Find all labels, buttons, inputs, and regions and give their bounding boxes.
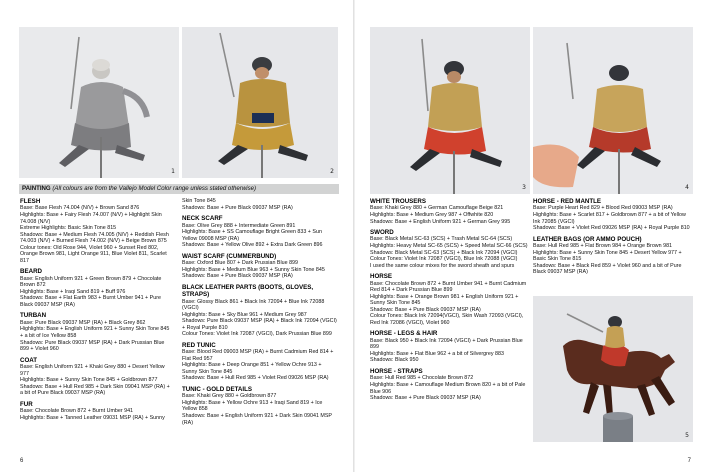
recipe-line: Highlights: Base + Sunny Skin Tone 845 + Goldbrown 877 (20, 377, 158, 384)
right-page (355, 0, 709, 472)
photo-number: 2 (330, 168, 334, 175)
section-title: HORSE - LEGS & HAIR (370, 330, 438, 338)
photo-painted-figure-side (370, 27, 530, 194)
recipe-line: Shadows: Base + Pure Black 09037 MSP (RA) (182, 204, 293, 211)
recipe-line: Shadows: Pure Black 09037 MSP (RA) + Black Ink 72094 (VGCI) + Royal Purple 810 (182, 318, 337, 331)
recipe-section (182, 253, 338, 280)
recipe-line: Base: Black 950 + Black Ink 72094 (VGCI) + Dark Prussian Blue 899 (370, 337, 523, 351)
section-title: RED TUNIC (182, 341, 216, 349)
recipe-line: Shadows: Base + Violet Red 09026 MSP (RA) + Royal Purple 810 (533, 225, 690, 232)
recipe-line: Highlights: Base + SS Camouflage Bright Green 833 + Sun Yellow 09008 MSP (RA) (182, 229, 322, 242)
section-title: HORSE - STRAPS (370, 368, 423, 376)
recipe-line: Colour tones: Old Rose 944, Violet 960 + Sunset Red 802, Orange Brown 981, Light Orange 911, Blue Violet 811, Scarlet 817 (20, 244, 167, 264)
recipe-line: Base: English Uniform 921 + Green Brown 879 + Chocolate Brown 872 (20, 275, 162, 289)
recipe-line: Highlights: Base + Medium Blue 963 + Sunny Skin Tone 845 (182, 266, 325, 273)
section-title: NECK SCARF (182, 215, 223, 223)
recipe-line: Shadows: Base + Yellow Olive 892 + Extra Dark Green 896 (182, 242, 323, 249)
recipe-line: Base: English Uniform 921 + Khaki Grey 880 + Desert Yellow 977 (20, 364, 165, 377)
recipe-line: Shadows: Base + Pure Black 09037 MSP (RA) (370, 395, 481, 402)
recipe-line: Shadows: Base + Medium Flesh 74.005 (N/V) + Reddish Flesh 74.003 (N/V) + Burned Flesh 74.002 (N/V) + Beige Brown 875 (20, 231, 169, 245)
recipe-line: I used the same colour mixes for the sword sheath and spurs (370, 262, 515, 269)
recipe-section (20, 401, 172, 422)
section-title: FLESH (20, 198, 41, 205)
recipe-line: Base: Khaki Grey 880 + Goldbrown 877 (182, 393, 277, 400)
recipe-section-continued (182, 198, 338, 211)
recipe-section (182, 284, 338, 338)
figure-painted-illustration (182, 27, 338, 178)
banner-heading: PAINTING (22, 185, 51, 192)
recipe-section (20, 268, 172, 308)
recipe-line: Base: Base Flesh 74.004 (N/V) + Brown Sand 876 (20, 205, 140, 212)
recipe-section (20, 357, 172, 397)
section-title: BEARD (20, 268, 43, 276)
recipe-line: Shadows: Base + Pure Black 09037 MSP (RA) (182, 273, 293, 280)
recipe-section (20, 312, 172, 352)
left-column-1 (20, 198, 172, 425)
recipe-section (182, 386, 338, 426)
recipe-line: Highlights: Base + Yellow Ochre 913 + Iraqi Sand 819 + Ice Yellow 858 (182, 399, 323, 413)
recipe-line: Shadows: Base + Pure Black 09037 MSP (RA) (370, 306, 481, 313)
photo-grey-primer-figure (19, 27, 179, 178)
photo-number: 4 (685, 184, 689, 191)
left-column-2 (182, 198, 338, 430)
recipe-line: Shadows: Base + Hull Red 985 + Dark Skin 09041 MSP (RA) + a bit of Pure Black 09037 MSP (RA) (20, 383, 170, 397)
photo-painted-figure-front (182, 27, 338, 178)
recipe-line: Extreme Highlights: Basic Skin Tone 815 (20, 225, 117, 232)
figure-grey-illustration (19, 27, 179, 178)
recipe-line: Colour Tones: Violet Ink 72087 (VGCI), Dark Prussian Blue 899 (182, 331, 332, 338)
recipe-section (20, 198, 172, 264)
recipe-line: Base: Chocolate Brown 872 + Burnt Umber 941 + Burnt Cadmium Red 814 + Dark Prussian Blue 899 (370, 280, 527, 294)
recipe-section (182, 215, 338, 249)
recipe-section (533, 198, 693, 232)
section-title: FUR (20, 400, 33, 408)
recipe-line: Base: Blood Red 09003 MSP (RA) + Burnt Cadmium Red 814 + Flat Red 957 (182, 349, 334, 362)
section-title: SWORD (370, 229, 394, 237)
recipe-line: Base: Oxford Blue 807 + Dark Prussian Blue 899 (182, 260, 298, 267)
recipe-line: Base: Hull Red 985 + Flat Brown 984 + Orange Brown 981 (533, 243, 673, 249)
recipe-line: Highlights: Base + Tanned Leather 09031 MSP (RA) + Sunny (20, 414, 165, 421)
recipe-line: Base: Black Metal SC-63 (SCS) + Trash Metal SC-64 (SCS) (370, 236, 513, 243)
recipe-line: Base: Olive Grey 888 + Intermediate Green 891 (182, 222, 296, 229)
figure-side-illustration (370, 27, 530, 194)
recipe-line: Shadows: Base + English Uniform 921 + German Grey 995 (370, 218, 511, 225)
section-title: TUNIC - GOLD DETAILS (182, 385, 253, 393)
recipe-line: Shadows: Black 950 (370, 357, 419, 364)
section-title: HORSE (370, 273, 393, 281)
recipe-section (533, 236, 693, 276)
recipe-section (182, 342, 338, 382)
page-number-right: 7 (687, 458, 691, 464)
recipe-section (370, 368, 530, 402)
section-title: LEATHER BAGS (OR AMMO POUCH) (533, 235, 642, 243)
section-title: WHITE TROUSERS (370, 198, 427, 205)
recipe-line: Shadows: Base + Hull Red 985 + Violet Red 09026 MSP (RA) (182, 375, 329, 382)
recipe-line: Highlights: Base + English Uniform 921 + Sunny Skin Tone 845 + a bit of Ice Yellow 858 (20, 326, 170, 339)
recipe-line: Base: Khaki Grey 880 + German Camouflage Beige 821 (370, 205, 504, 212)
recipe-section (370, 330, 530, 364)
right-column-1 (370, 198, 530, 406)
recipe-section (370, 273, 530, 326)
recipe-line: Highlights: Base + Scarlet 817 + Goldbrown 877 + a bit of Yellow Ink 72085 (VGCI) (533, 211, 686, 225)
recipe-line: Shadows: Pure Black 09037 MSP (RA) + Dark Prussian Blue 899 + Violet 960 (20, 339, 165, 353)
left-page (0, 0, 354, 472)
recipe-line: Base: Glossy Black 861 + Black Ink 72094 + Blue Ink 72088 (VGCI) (182, 298, 325, 312)
photo-number: 5 (685, 432, 689, 439)
photo-number: 1 (171, 168, 175, 175)
banner-note: (All colours are from the Vallejo Model Color range unless stated otherwise) (52, 185, 257, 192)
recipe-line: Skin Tone 845 (182, 198, 216, 204)
recipe-line: Highlights: Heavy Metal SC-65 (SCS) + Speed Metal SC-66 (SCS) (370, 243, 528, 249)
recipe-line: Shadows: Base + Flat Earth 983 + Burnt Umber 941 + Pure Black 09037 MSP (RA) (20, 295, 161, 308)
recipe-line: Shadows: Black Metal SC-63 (SCS) + Black Ink 72094 (VGCI) (370, 249, 518, 256)
recipe-line: Base: Purple Heart Red 829 + Blood Red 09003 MSP (RA) (533, 205, 673, 212)
recipe-line: Highlights: Base + Camouflage Medium Brown 820 + a bit of Pale Blue 906 (370, 381, 526, 395)
recipe-line: Highlights: Base + Iraqi Sand 819 + Buff 976 (20, 288, 126, 295)
recipe-line: Colour Tones: Violet Ink 72087 (VGCI), Blue Ink 72088 (VGCI) (370, 256, 518, 263)
recipe-line: Highlights: Base + Flat Blue 962 + a bit of Silvergrey 883 (370, 350, 504, 357)
recipe-line: Base: Pure Black 09037 MSP (RA) + Black Grey 862 (20, 319, 146, 326)
recipe-line: Highlights: Base + Medium Grey 987 + Offwhite 820 (370, 211, 494, 218)
page-number-left: 6 (20, 458, 24, 464)
recipe-line: Shadows: Base + English Uniform 921 + Dark Skin 09041 MSP (RA) (182, 413, 332, 426)
recipe-line: Base: Chocolate Brown 872 + Burnt Umber 941 (20, 408, 134, 415)
recipe-line: Shadows: Base + Black Red 859 + Violet 960 and a bit of Pure Black 09037 MSP (RA) (533, 262, 682, 276)
photo-number: 3 (522, 184, 526, 191)
recipe-line: Colour Tones: Black Ink 72094(VGCI), Skin Wash 72093 (VGCI), Red Ink 72086 (VGCI), Violet 960 (370, 313, 524, 326)
figure-back-illustration (533, 27, 693, 194)
recipe-section (370, 229, 530, 269)
section-title: HORSE - RED MANTLE (533, 198, 602, 205)
recipe-line: Highlights: Base + Deep Orange 851 + Yellow Ochre 913 + Sunny Skin Tone 845 (182, 362, 322, 375)
recipe-line: Highlights: Base + Sky Blue 961 + Medium Grey 987 (182, 311, 307, 318)
section-title: WAIST SCARF (CUMMERBUND) (182, 252, 277, 260)
recipe-line: Highlights: Base + Orange Brown 981 + English Uniform 921 + Sunny Skin Tone 845 (370, 293, 519, 307)
recipe-line: Highlights: Base + Fairy Flesh 74.007 (N/V) + Highlight Skin 74.008 (N/V) (20, 211, 162, 225)
section-title: TURBAN (20, 312, 47, 320)
photo-painted-figure-back (533, 27, 693, 194)
painting-banner (19, 184, 339, 194)
section-title: COAT (20, 356, 38, 364)
recipe-line: Highlights: Base + Sunny Skin Tone 845 + Desert Yellow 977 + Basic Skin Tone 815 (533, 249, 682, 263)
section-title: BLACK LEATHER PARTS (BOOTS, GLOVES, STRAPS) (182, 283, 314, 299)
recipe-line: Base: Hull Red 985 + Chocolate Brown 872 (370, 375, 474, 382)
photo-horse-and-rider (533, 296, 693, 442)
horse-rider-illustration (533, 296, 693, 442)
right-column-2 (533, 198, 693, 280)
recipe-section (370, 198, 530, 225)
